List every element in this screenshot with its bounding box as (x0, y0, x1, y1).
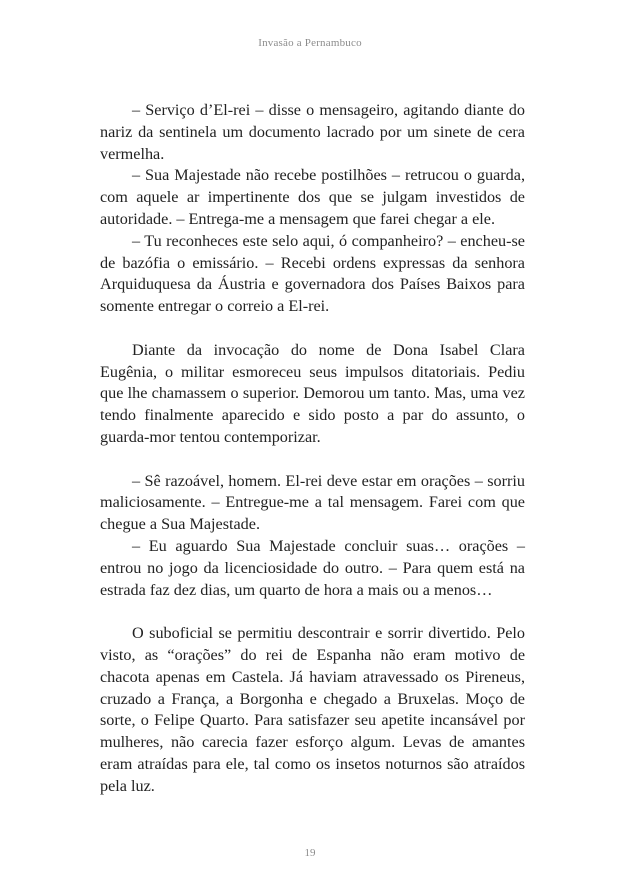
paragraph: O suboficial se permitiu descontrair e sorrir divertido. Pelo visto, as “orações” do rei de Espanha não eram motivo de chacota apenas em Castela. Já haviam atravessado os Pireneus, cruzado a França, a Borgonha e chegado a Bruxelas. Moço de sorte, o Felipe Quarto. Para satisfazer seu apetite incansável por mulheres, não carecia fazer esforço algum. Levas de amantes eram atraídas para ele, tal como os insetos noturnos são atraídos pela luz. (100, 624, 525, 795)
paragraph: – Tu reconheces este selo aqui, ó companheiro? – encheu-se de bazófia o emissário. – Recebi ordens expressas da senhora Arquiduquesa da Áustria e governadora dos Países Baixos para somente entregar o correio a El-rei. (100, 231, 525, 316)
page-body (100, 100, 525, 798)
paragraph: – Sua Majestade não recebe postilhões – retrucou o guarda, com aquele ar impertinente dos que se julgam investidos de autoridade. – Entrega-me a mensagem que farei chegar a ele. (100, 166, 525, 228)
paragraph: – Serviço d’El-rei – disse o mensageiro, agitando diante do nariz da sentinela um documento lacrado por um sinete de cera vermelha. (100, 101, 525, 163)
running-header: Invasão a Pernambuco (258, 37, 362, 49)
paragraph: – Eu aguardo Sua Majestade concluir suas… orações – entrou no jogo da licenciosidade do outro. – Para quem está na estrada faz dez dias, um quarto de hora a mais ou a menos… (100, 536, 525, 599)
paragraph: Diante da invocação do nome de Dona Isabel Clara Eugênia, o militar esmoreceu seus impulsos ditatoriais. Pediu que lhe chamassem o superior. Demorou um tanto. Mas, uma vez tendo finalmente aparecido e sido posto a par do assunto, o guarda-mor tentou contemporizar. (100, 340, 525, 446)
paragraph: – Sê razoável, homem. El-rei deve estar em orações – sorriu maliciosamente. – Entregue-me a tal mensagem. Farei com que chegue a Sua Majestade. (100, 471, 525, 534)
page-number: 19 (304, 847, 316, 859)
